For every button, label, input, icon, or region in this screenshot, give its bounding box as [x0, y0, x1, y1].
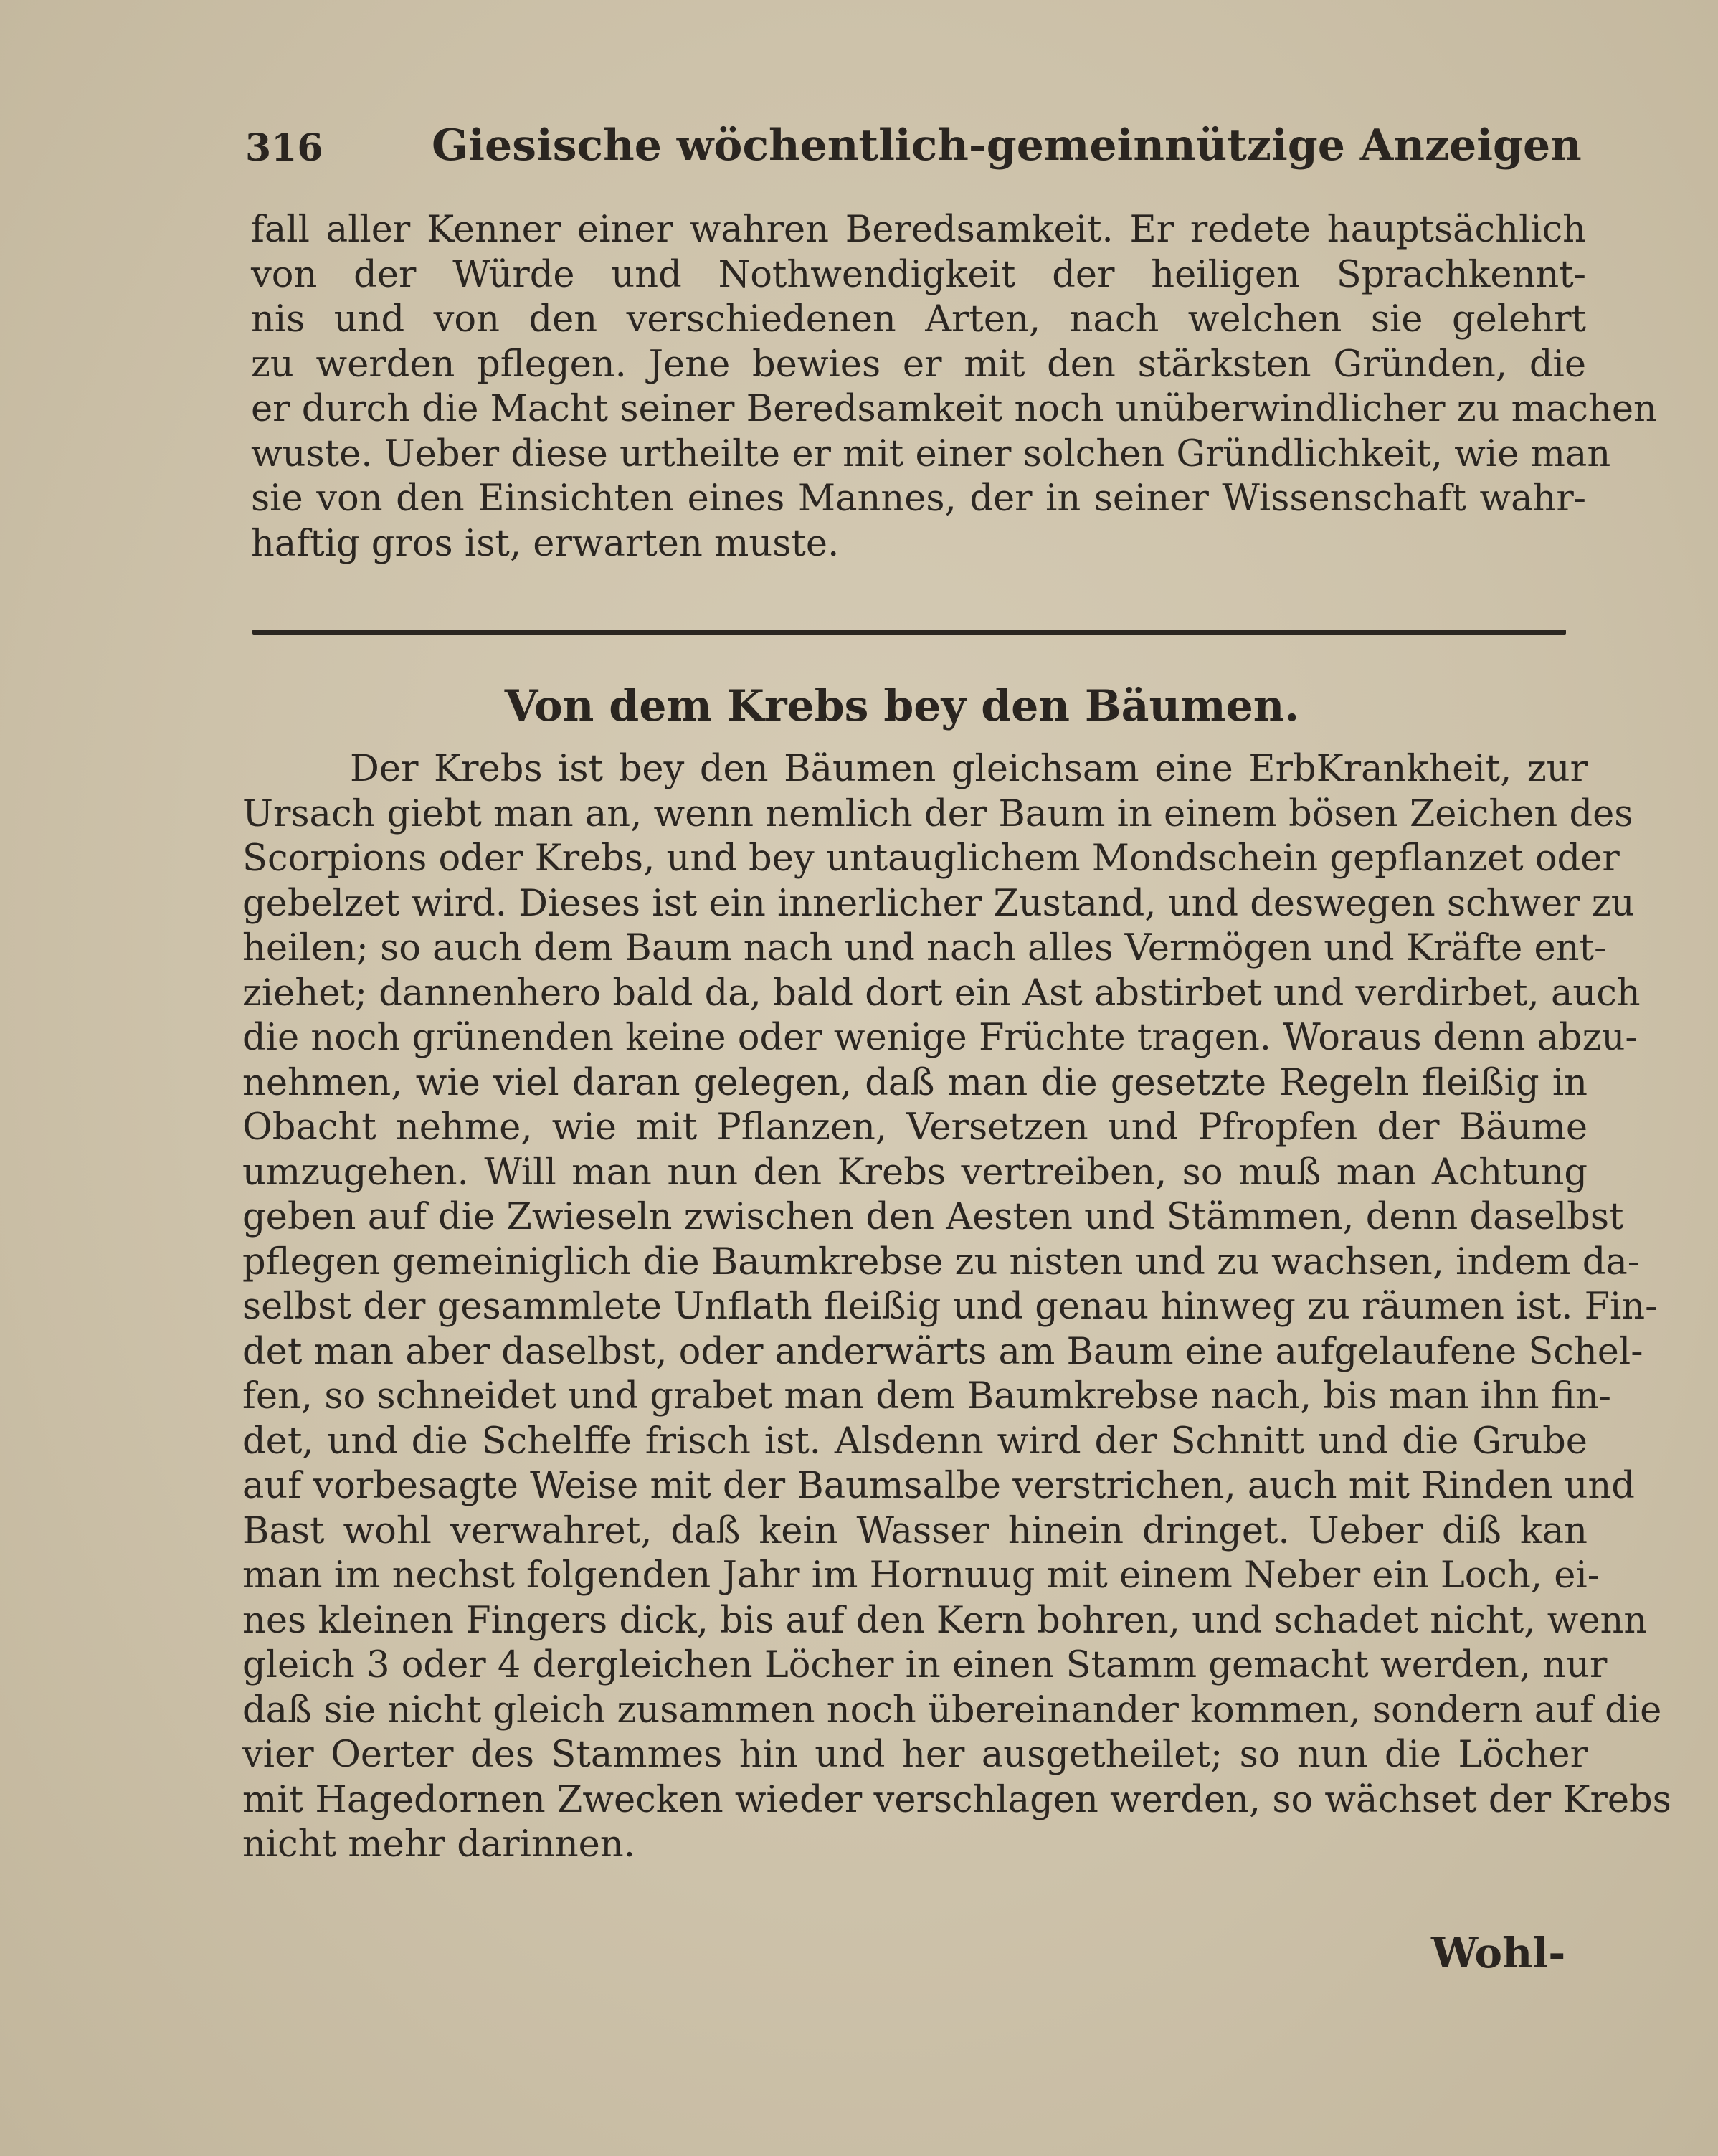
text-line: zu werden pflegen. Jene bewies er mit den stärksten Gründen, die [251, 343, 1586, 386]
text-line: nehmen, wie viel daran gelegen, daß man die gesetzte Regeln fleißig in [242, 1061, 1588, 1104]
text-line: geben auf die Zwieseln zwischen den Aesten und Stämmen, denn daselbst [242, 1196, 1624, 1238]
text-line: die noch grünenden keine oder wenige Früchte tragen. Woraus denn abzu- [242, 1017, 1638, 1059]
text-line: er durch die Macht seiner Beredsamkeit noch unüberwindlicher zu machen [251, 388, 1657, 430]
text-line: nicht mehr darinnen. [242, 1823, 635, 1866]
text-line: Obacht nehme, wie mit Pflanzen, Versetzen und Pfropfen der Bäume [242, 1106, 1588, 1149]
text-line: vier Oerter des Stammes hin und her ausgetheilet; so nun die Löcher [242, 1734, 1588, 1776]
text-line: det man aber daselbst, oder anderwärts am Baum eine aufgelaufene Schel- [242, 1330, 1643, 1373]
text-line: Scorpions oder Krebs, und bey untauglichem Mondschein gepflanzet oder [242, 837, 1620, 880]
text-line: ziehet; dannenhero bald da, bald dort ein Ast abstirbet und verdirbet, auch [242, 972, 1641, 1015]
text-line: selbst der gesammlete Unflath fleißig und genau hinweg zu räumen ist. Fin- [242, 1286, 1658, 1328]
text-line: man im nechst folgenden Jahr im Hornuug mit einem Neber ein Loch, ei- [242, 1554, 1600, 1597]
text-line: Ursach giebt man an, wenn nemlich der Baum in einem bösen Zeichen des [242, 792, 1633, 835]
page-header [245, 120, 1582, 178]
article-body [242, 747, 1671, 1868]
text-line: gleich 3 oder 4 dergleichen Löcher in einen Stamm gemacht werden, nur [242, 1644, 1608, 1686]
text-line: mit Hagedornen Zwecken wieder verschlagen werden, so wächset der Krebs [242, 1778, 1671, 1821]
text-line: Der Krebs ist bey den Bäumen gleichsam eine ErbKrankheit, zur [350, 748, 1588, 790]
running-title: Giesische wöchentlich-gemeinnützige Anzeigen [432, 120, 1582, 171]
page-number: 316 [245, 126, 323, 170]
text-line: auf vorbesagte Weise mit der Baumsalbe verstrichen, auch mit Rinden und [242, 1465, 1635, 1507]
text-line: fall aller Kenner einer wahren Beredsamkeit. Er redete hauptsächlich [251, 209, 1586, 251]
text-line: heilen; so auch dem Baum nach und nach alles Vermögen und Kräfte ent- [242, 927, 1607, 969]
catchword: Wohl- [1431, 1929, 1566, 1977]
text-line: gebelzet wird. Dieses ist ein innerlicher Zustand, und deswegen schwer zu [242, 882, 1635, 925]
section-heading [0, 681, 1718, 731]
text-line: nes kleinen Fingers dick, bis auf den Kern bohren, und schadet nicht, wenn [242, 1599, 1648, 1642]
text-line: haftig gros ist, erwarten muste. [251, 522, 840, 565]
section-divider [252, 630, 1566, 635]
text-line: wuste. Ueber diese urtheilte er mit einer solchen Gründlichkeit, wie man [251, 432, 1611, 475]
text-line: nis und von den verschiedenen Arten, nach welchen sie gelehrt [251, 298, 1586, 341]
text-line: fen, so schneidet und grabet man dem Baumkrebse nach, bis man ihn fin- [242, 1375, 1611, 1417]
text-line: sie von den Einsichten eines Mannes, der in seiner Wissenschaft wahr- [251, 478, 1586, 520]
text-line: Bast wohl verwahret, daß kein Wasser hinein dringet. Ueber diß kan [242, 1509, 1588, 1552]
text-line: det, und die Schelffe frisch ist. Alsdenn wird der Schnitt und die Grube [242, 1420, 1588, 1463]
text-line: von der Würde und Nothwendigkeit der heiligen Sprachkennt- [251, 253, 1586, 296]
paragraph-continued [251, 208, 1657, 566]
section-title-text: Von dem Krebs bey den Bäumen. [504, 681, 1300, 731]
text-line: pflegen gemeiniglich die Baumkrebse zu nisten und zu wachsen, indem da- [242, 1240, 1640, 1283]
text-line: umzugehen. Will man nun den Krebs vertreiben, so muß man Achtung [242, 1151, 1588, 1194]
text-line: daß sie nicht gleich zusammen noch übereinander kommen, sondern auf die [242, 1689, 1662, 1732]
